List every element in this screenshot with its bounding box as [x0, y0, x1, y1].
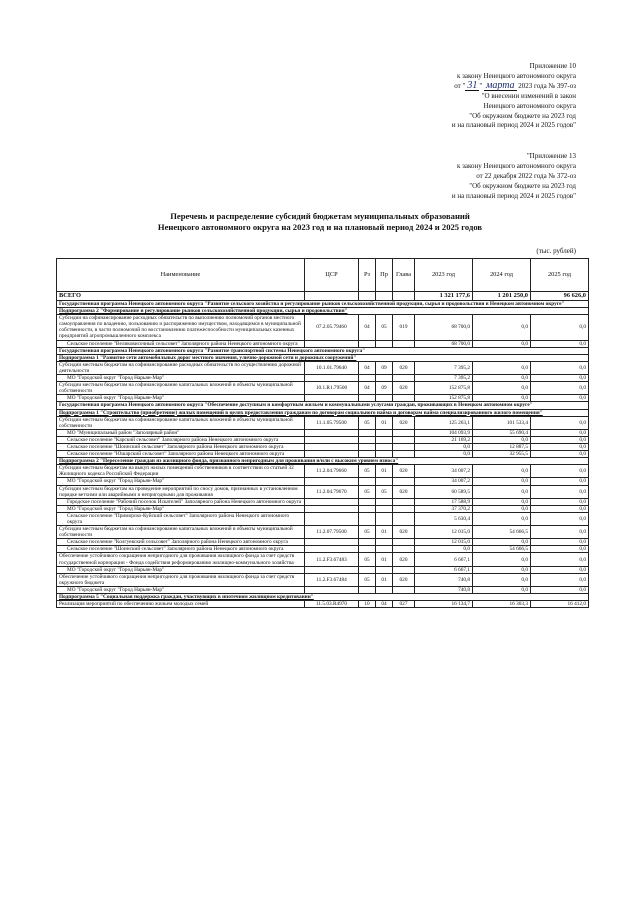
cell-y2023: 6 667,1	[415, 553, 473, 566]
cell-csr	[305, 436, 359, 443]
cell-y2025: 96 626,0	[531, 292, 589, 301]
cell-pr	[376, 498, 393, 505]
cell-rz	[359, 505, 376, 512]
appendix-13-header	[452, 152, 576, 202]
cell-csr: 11.2.F3.67484	[305, 573, 359, 586]
cell-y2023: 7 395,2	[415, 361, 473, 374]
cell-y2025: 0,0	[531, 539, 589, 546]
subsidy-table	[56, 258, 589, 608]
cell-pr	[376, 566, 393, 573]
cell-pr: 04	[376, 601, 393, 608]
table-row	[57, 315, 589, 340]
cell-glava	[393, 539, 415, 546]
table-row	[57, 526, 589, 539]
cell-y2024: 0,0	[473, 505, 531, 512]
cell-name: Сельское поселение "Карский сельсовет" Заполярного района Ненецкого автономного округа	[57, 436, 305, 443]
cell-csr	[305, 429, 359, 436]
cell-rz: 05	[359, 573, 376, 586]
cell-y2023: 152 875,8	[415, 382, 473, 395]
cell-pr	[376, 478, 393, 485]
cell-y2024: 0,0	[473, 361, 531, 374]
cell-y2025: 0,0	[531, 375, 589, 382]
table-row	[57, 586, 589, 593]
table-row	[57, 361, 589, 374]
cell-rz	[359, 451, 376, 458]
cell-glava	[393, 478, 415, 485]
cell-y2024: 0,0	[473, 566, 531, 573]
table-row	[57, 546, 589, 553]
cell-pr: 01	[376, 573, 393, 586]
cell-y2024: 0,0	[473, 478, 531, 485]
cell-y2024: 0,0	[473, 382, 531, 395]
cell-pr: 01	[376, 526, 393, 539]
column-header-name: Наименование	[57, 259, 305, 292]
cell-name: Сельское поселение "Великовисочный сельсовет" Заполярного района Ненецкого автономного округа	[57, 340, 305, 347]
cell-csr: 10.1.R1.79500	[305, 382, 359, 395]
header-line: и на плановый период 2024 и 2025 годов"	[451, 121, 576, 130]
cell-rz	[359, 340, 376, 347]
cell-csr	[305, 395, 359, 402]
table-row	[57, 512, 589, 525]
cell-name: Сельское поселение "Юшарский сельсовет" Заполярного района Ненецкого автономного округа	[57, 451, 305, 458]
cell-name: Сельское поселение "Шоинский сельсовет" Заполярного района Ненецкого автономного округа	[57, 443, 305, 450]
cell-pr	[376, 451, 393, 458]
cell-glava	[393, 395, 415, 402]
cell-y2024: 0,0	[473, 465, 531, 478]
header-line: и на плановый период 2024 и 2025 годов"	[451, 191, 576, 200]
cell-name: Субсидии местным бюджетам на выкуп жилых помещений собственников в соответствии со статьей 32 Жилищного кодекса Российской Федерации	[57, 465, 305, 478]
cell-y2024: 0,0	[473, 573, 531, 586]
cell-y2024: 0,0	[473, 395, 531, 402]
column-header-rz: Рз	[359, 259, 376, 292]
cell-name: Обеспечение устойчивого сокращения непригодного для проживания жилищного фонда за счет средств государственной корпорации - Фонда содействия реформированию жилищно-коммунального хозяйства	[57, 553, 305, 566]
cell-name: Обеспечение устойчивого сокращения непригодного для проживания жилищного фонда за счет средств окружного бюджета	[57, 573, 305, 586]
cell-csr	[305, 478, 359, 485]
cell-glava	[393, 546, 415, 553]
table-row	[57, 436, 589, 443]
cell-name: Сельское поселение "Шоинский сельсовет" Заполярного района Ненецкого автономного округа	[57, 546, 305, 553]
cell-pr	[376, 546, 393, 553]
cell-name: МО "Городской округ "Город Нарьян-Мар"	[57, 586, 305, 593]
cell-name: МО "Городской округ "Город Нарьян-Мар"	[57, 375, 305, 382]
cell-name: Государственная программа Ненецкого автономного округа "Обеспечение доступным и комфортным жильем и коммунальными услугами граждан, проживающих в Ненецком автономном округе"	[57, 402, 589, 409]
cell-name: Субсидии местным бюджетам на софинансирование капитальных вложений в объекты муниципальной собственности	[57, 382, 305, 395]
cell-y2024: 1 201 250,0	[473, 292, 531, 301]
cell-csr: 11.2.07.79500	[305, 526, 359, 539]
cell-y2023: 17 588,9	[415, 498, 473, 505]
cell-y2024: 0,0	[473, 498, 531, 505]
cell-y2025: 0,0	[531, 505, 589, 512]
cell-name: Подпрограмма 5 "Социальная поддержка граждан, участвующих в ипотечном жилищном кредитовании"	[57, 594, 589, 601]
cell-y2023: 68 700,0	[415, 315, 473, 340]
cell-csr	[305, 512, 359, 525]
cell-name: Государственная программа Ненецкого автономного округа "Развитие транспортной системы Ненецкого автономного округа"	[57, 347, 589, 354]
cell-y2025: 0,0	[531, 485, 589, 498]
cell-pr: 01	[376, 416, 393, 429]
cell-name: ВСЕГО	[57, 292, 305, 301]
table-row	[57, 292, 589, 301]
table-row	[57, 375, 589, 382]
column-header-pr: Пр	[376, 259, 393, 292]
cell-y2025: 0,0	[531, 512, 589, 525]
cell-pr: 05	[376, 315, 393, 340]
cell-y2025: 0,0	[531, 465, 589, 478]
cell-rz: 04	[359, 361, 376, 374]
cell-y2025: 0,0	[531, 361, 589, 374]
cell-glava	[393, 505, 415, 512]
appendix-10-header	[452, 62, 576, 131]
header-line: Приложение 10	[529, 62, 576, 70]
table-row	[57, 451, 589, 458]
header-line: "Приложение 13	[526, 152, 576, 160]
cell-y2023: 12 015,0	[415, 526, 473, 539]
cell-y2025: 0,0	[531, 451, 589, 458]
cell-rz	[359, 539, 376, 546]
cell-rz: 04	[359, 382, 376, 395]
cell-rz	[359, 498, 376, 505]
cell-rz: 05	[359, 485, 376, 498]
cell-pr	[376, 375, 393, 382]
table-row	[57, 402, 589, 409]
cell-rz: 05	[359, 553, 376, 566]
cell-y2025: 0,0	[531, 382, 589, 395]
table-row	[57, 458, 589, 465]
cell-pr: 01	[376, 465, 393, 478]
cell-glava	[393, 375, 415, 382]
table-row	[57, 301, 589, 308]
cell-csr	[305, 292, 359, 301]
cell-name: МО "Муниципальный район "Заполярный район"	[57, 429, 305, 436]
cell-name: Реализация мероприятий по обеспечению жильем молодых семей	[57, 601, 305, 608]
cell-y2024: 0,0	[473, 485, 531, 498]
cell-y2025: 0,0	[531, 443, 589, 450]
table-row	[57, 573, 589, 586]
cell-name: Подпрограмма 1 "Развитие сети автомобильных дорог местного значения, улично-дорожной сети и дорожных сооружений"	[57, 354, 589, 361]
cell-rz	[359, 436, 376, 443]
cell-pr: 09	[376, 382, 393, 395]
cell-csr: 10.1.01.79640	[305, 361, 359, 374]
cell-rz	[359, 292, 376, 301]
table-row	[57, 594, 589, 601]
cell-csr	[305, 375, 359, 382]
cell-y2025: 0,0	[531, 315, 589, 340]
cell-name: МО "Городской округ "Город Нарьян-Мар"	[57, 395, 305, 402]
cell-pr	[376, 512, 393, 525]
cell-y2024: 16 303,3	[473, 601, 531, 608]
header-line: к закону Ненецкого автономного округа	[456, 71, 576, 80]
table-row	[57, 354, 589, 361]
table-row	[57, 347, 589, 354]
cell-csr: 11.1.05.79500	[305, 416, 359, 429]
table-row	[57, 601, 589, 608]
cell-y2023: 7 395,2	[415, 375, 473, 382]
table-row	[57, 409, 589, 416]
cell-glava: 020	[393, 526, 415, 539]
cell-rz	[359, 395, 376, 402]
cell-rz	[359, 546, 376, 553]
cell-glava	[393, 512, 415, 525]
cell-csr: 11.2.04.79660	[305, 465, 359, 478]
document-title: Ненецкого автономного округа на 2023 год и на плановый период 2024 и 2025 годов	[157, 222, 483, 232]
cell-rz: 05	[359, 465, 376, 478]
table-row	[57, 382, 589, 395]
cell-y2023: 1 321 177,6	[415, 292, 473, 301]
cell-name: МО "Городской округ "Город Нарьян-Мар"	[57, 505, 305, 512]
cell-y2023: 37 370,2	[415, 505, 473, 512]
cell-y2024: 0,0	[473, 315, 531, 340]
cell-y2023: 740,8	[415, 586, 473, 593]
cell-y2023: 34 007,2	[415, 478, 473, 485]
cell-y2023: 0,0	[415, 443, 473, 450]
cell-pr	[376, 586, 393, 593]
cell-csr	[305, 539, 359, 546]
table-row	[57, 553, 589, 566]
cell-name: Сельское поселение "Колгуевский сельсовет" Заполярного района Ненецкого автономного округа	[57, 539, 305, 546]
cell-csr: 11.2.04.79670	[305, 485, 359, 498]
table-row	[57, 340, 589, 347]
cell-y2025: 0,0	[531, 526, 589, 539]
table-row	[57, 465, 589, 478]
cell-y2023: 21 169,2	[415, 436, 473, 443]
cell-glava: 020	[393, 485, 415, 498]
cell-y2024: 12 887,5	[473, 443, 531, 450]
cell-rz	[359, 586, 376, 593]
table-row	[57, 505, 589, 512]
cell-y2023: 125 263,1	[415, 416, 473, 429]
cell-y2023: 34 007,2	[415, 465, 473, 478]
cell-y2025: 0,0	[531, 436, 589, 443]
cell-y2025: 0,0	[531, 416, 589, 429]
cell-y2024: 32 955,5	[473, 451, 531, 458]
cell-y2024: 101 533,4	[473, 416, 531, 429]
cell-y2024: 0,0	[473, 436, 531, 443]
cell-glava	[393, 586, 415, 593]
cell-y2024: 54 666,5	[473, 526, 531, 539]
cell-csr: 11.2.F3.67483	[305, 553, 359, 566]
column-header-glava: Глава	[393, 259, 415, 292]
cell-name: Сельское поселение "Приморско-Куйский сельсовет" Заполярного района Ненецкого автономного округа	[57, 512, 305, 525]
column-header-csr: ЦСР	[305, 259, 359, 292]
table-row	[57, 539, 589, 546]
units-label: (тыс. рублей)	[536, 247, 576, 255]
cell-rz: 05	[359, 416, 376, 429]
cell-name: МО "Городской округ "Город Нарьян-Мар"	[57, 478, 305, 485]
handwritten-month: марта	[485, 79, 515, 91]
cell-pr: 05	[376, 485, 393, 498]
cell-csr	[305, 586, 359, 593]
cell-glava	[393, 451, 415, 458]
cell-pr	[376, 292, 393, 301]
cell-glava: 027	[393, 601, 415, 608]
cell-csr	[305, 340, 359, 347]
cell-pr	[376, 429, 393, 436]
cell-name: Субсидии местным бюджетам на проведение мероприятий по сносу домов, признанных в установленном порядке ветхими или аварийными и непригодными для проживания	[57, 485, 305, 498]
cell-y2024: 0,0	[473, 375, 531, 382]
cell-pr: 09	[376, 361, 393, 374]
table-row	[57, 478, 589, 485]
cell-y2023: 6 667,1	[415, 566, 473, 573]
cell-pr: 01	[376, 553, 393, 566]
header-date-line: от " 31 " марта 2023 года № 397-оз	[454, 79, 576, 91]
cell-y2023: 16 134,7	[415, 601, 473, 608]
cell-y2025: 0,0	[531, 546, 589, 553]
cell-glava	[393, 566, 415, 573]
table-header-row	[57, 259, 589, 292]
cell-y2023: 68 700,0	[415, 340, 473, 347]
cell-name: Субсидии местным бюджетам на софинансирование расходных обязательств по осуществлению дорожной деятельности	[57, 361, 305, 374]
cell-pr	[376, 505, 393, 512]
cell-y2025: 0,0	[531, 340, 589, 347]
cell-y2025: 16 412,0	[531, 601, 589, 608]
cell-rz	[359, 375, 376, 382]
cell-y2023: 12 015,0	[415, 539, 473, 546]
header-line: к закону Ненецкого автономного округа	[456, 161, 576, 170]
handwritten-day: 31	[467, 79, 478, 91]
column-header-y2023: 2023 год	[415, 259, 473, 292]
cell-glava: 019	[393, 315, 415, 340]
cell-csr: 11.5.03.R4970	[305, 601, 359, 608]
cell-rz	[359, 443, 376, 450]
cell-rz: 10	[359, 601, 376, 608]
cell-y2025: 0,0	[531, 553, 589, 566]
cell-rz: 05	[359, 526, 376, 539]
column-header-y2024: 2024 год	[473, 259, 531, 292]
cell-pr	[376, 539, 393, 546]
cell-glava	[393, 429, 415, 436]
cell-rz	[359, 478, 376, 485]
cell-glava: 020	[393, 573, 415, 586]
table-row	[57, 308, 589, 315]
header-line: "О внесении изменений в закон	[481, 91, 576, 100]
header-line: Ненецкого автономного округа	[483, 101, 576, 110]
cell-name: МО "Городской округ "Город Нарьян-Мар"	[57, 566, 305, 573]
cell-csr: 07.2.05.79460	[305, 315, 359, 340]
cell-name: Подпрограмма 1 "Строительство (приобретение) жилых помещений в целях предоставления гражданам по договорам социального найма и договорам найма специализированного жилого помещения"	[57, 409, 589, 416]
cell-y2023: 5 630,4	[415, 512, 473, 525]
cell-y2023: 0,0	[415, 546, 473, 553]
cell-pr	[376, 340, 393, 347]
table-row	[57, 498, 589, 505]
cell-y2025: 0,0	[531, 573, 589, 586]
cell-name: Субсидии на софинансирование расходных обязательств по выполнению полномочий органов местного самоуправления по владению, пользованию и распоряжению имуществом, находящимся в муниципальной собственности, в части полномочий по восстановлению платежеспособности муниципальных казенных предприятий агропромышленного комплекса	[57, 315, 305, 340]
cell-rz: 04	[359, 315, 376, 340]
table-row	[57, 485, 589, 498]
cell-rz	[359, 512, 376, 525]
table-row	[57, 566, 589, 573]
header-line: от 22 декабря 2022 года № 372-оз	[476, 171, 576, 180]
cell-glava: 020	[393, 361, 415, 374]
header-line: "Об окружном бюджете на 2023 год	[469, 181, 576, 190]
table-row	[57, 443, 589, 450]
cell-y2024: 0,0	[473, 539, 531, 546]
table-row	[57, 416, 589, 429]
cell-y2024: 54 666,5	[473, 546, 531, 553]
cell-y2024: 0,0	[473, 553, 531, 566]
document-title: Перечень и распределение субсидий бюджетам муниципальных образований	[170, 211, 470, 221]
cell-y2023: 60 589,5	[415, 485, 473, 498]
cell-pr	[376, 436, 393, 443]
cell-csr	[305, 546, 359, 553]
cell-glava	[393, 498, 415, 505]
cell-y2023: 104 093,9	[415, 429, 473, 436]
cell-rz	[359, 566, 376, 573]
cell-y2025: 0,0	[531, 478, 589, 485]
cell-name: Подпрограмма 2 "Переселение граждан из жилищного фонда, признанного непригодным для проживания и/или с высоким уровнем износа"	[57, 458, 589, 465]
cell-y2024: 0,0	[473, 586, 531, 593]
cell-pr	[376, 443, 393, 450]
cell-glava: 020	[393, 553, 415, 566]
cell-glava	[393, 436, 415, 443]
cell-csr	[305, 498, 359, 505]
cell-glava	[393, 292, 415, 301]
cell-y2024: 0,0	[473, 512, 531, 525]
cell-csr	[305, 505, 359, 512]
column-header-y2025: 2025 год	[531, 259, 589, 292]
cell-glava: 020	[393, 416, 415, 429]
cell-glava: 020	[393, 382, 415, 395]
cell-glava	[393, 340, 415, 347]
cell-y2023: 0,0	[415, 451, 473, 458]
cell-glava: 020	[393, 465, 415, 478]
cell-y2025: 0,0	[531, 498, 589, 505]
cell-rz	[359, 429, 376, 436]
cell-y2024: 0,0	[473, 340, 531, 347]
cell-y2025: 0,0	[531, 429, 589, 436]
cell-y2025: 0,0	[531, 566, 589, 573]
cell-csr	[305, 451, 359, 458]
cell-name: Подпрограмма 2 "Формирование и регулирование рынков сельскохозяйственной продукции, сырья и продовольствия"	[57, 308, 589, 315]
cell-pr	[376, 395, 393, 402]
table-row	[57, 429, 589, 436]
cell-glava	[393, 443, 415, 450]
cell-name: Государственная программа Ненецкого автономного округа "Развитие сельского хозяйства и регулирование рынков сельскохозяйственной продукции, сырья и продовольствия в Ненецком автономном округе"	[57, 301, 589, 308]
cell-name: Субсидии местным бюджетам на софинансирование капитальных вложений в объекты муниципальной собственности	[57, 526, 305, 539]
cell-csr	[305, 566, 359, 573]
cell-y2024: 55 690,4	[473, 429, 531, 436]
cell-csr	[305, 443, 359, 450]
cell-name: Субсидии местным бюджетам на софинансирование капитальных вложений в объекты муниципальной собственности	[57, 416, 305, 429]
cell-name: Городское поселение "Рабочий поселок Искателей" Заполярного района Ненецкого автономного округа	[57, 498, 305, 505]
cell-y2025: 0,0	[531, 395, 589, 402]
cell-y2023: 152 875,8	[415, 395, 473, 402]
cell-y2023: 740,8	[415, 573, 473, 586]
cell-y2025: 0,0	[531, 586, 589, 593]
table-row	[57, 395, 589, 402]
header-line: "Об окружном бюджете на 2023 год	[469, 111, 576, 120]
